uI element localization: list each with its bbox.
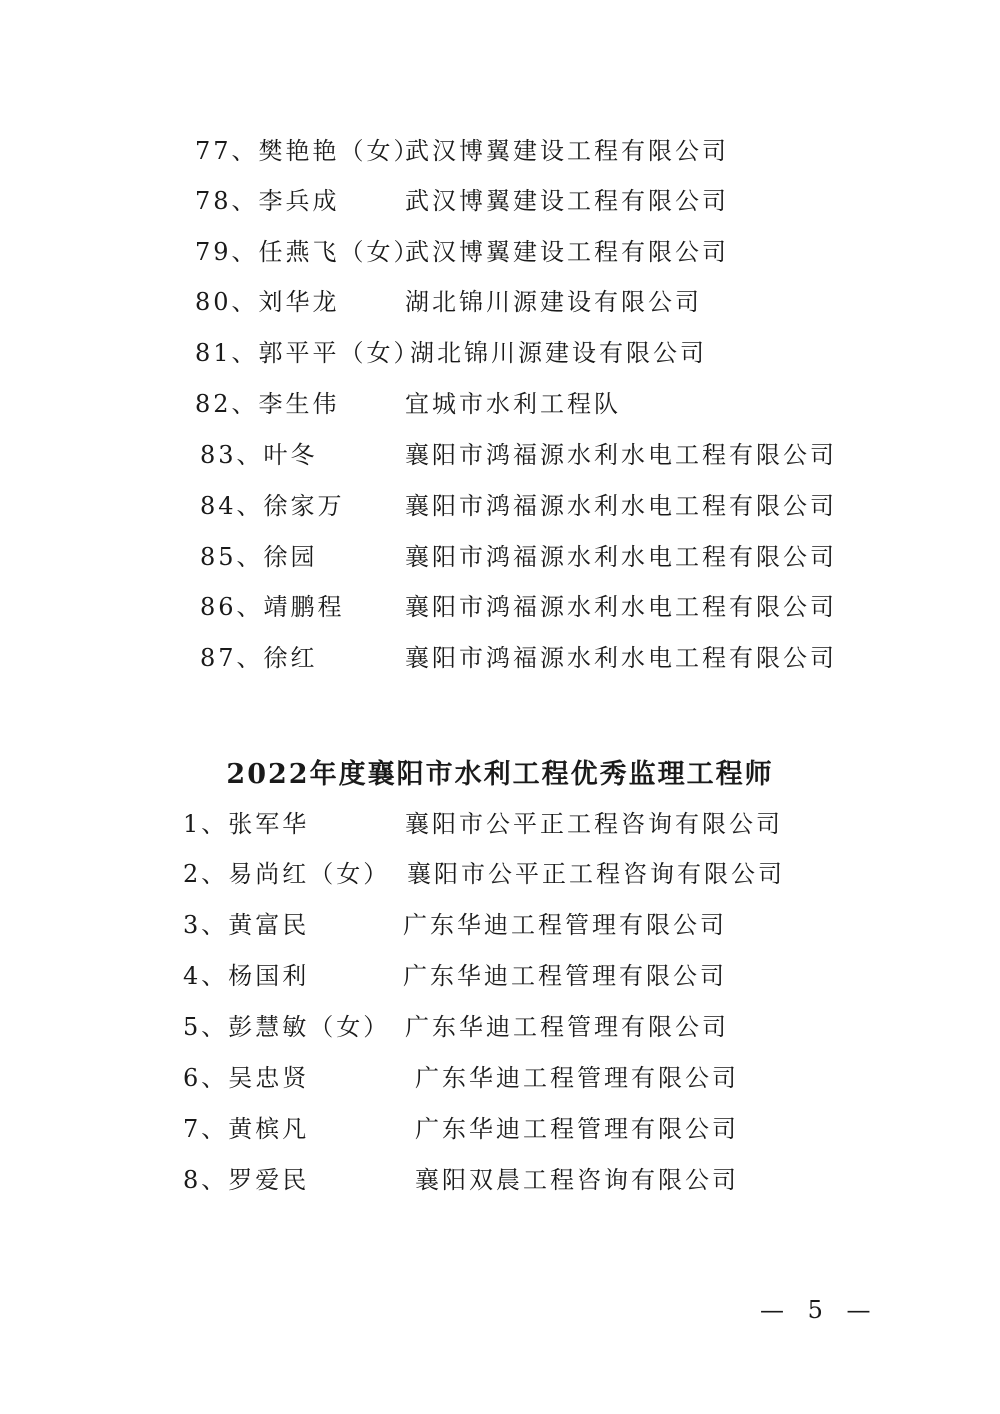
person-name: 79、任燕飞（女） (195, 238, 421, 266)
person-name: 87、徐红 (200, 644, 318, 672)
person-name: 6、吴忠贤 (183, 1064, 310, 1092)
organization: 广东华迪工程管理有限公司 (415, 1064, 739, 1092)
organization: 宜城市水利工程队 (405, 390, 621, 418)
person-name: 82、李生伟 (195, 390, 340, 418)
organization: 湖北锦川源建设有限公司 (405, 288, 702, 316)
person-name: 5、彭慧敏（女） (183, 1013, 391, 1041)
organization: 武汉博翼建设工程有限公司 (405, 238, 729, 266)
organization: 襄阳市鸿福源水利水电工程有限公司 (405, 543, 837, 571)
person-name: 7、黄槟凡 (183, 1115, 310, 1143)
section-title: 2022年度襄阳市水利工程优秀监理工程师 (226, 759, 774, 790)
organization: 广东华迪工程管理有限公司 (415, 1115, 739, 1143)
organization: 武汉博翼建设工程有限公司 (405, 137, 729, 165)
person-name: 3、黄富民 (183, 911, 310, 939)
organization: 襄阳双晨工程咨询有限公司 (415, 1166, 739, 1194)
organization: 湖北锦川源建设有限公司 (410, 339, 707, 367)
person-name: 83、叶冬 (200, 441, 318, 469)
person-name: 81、郭平平（女） (195, 339, 421, 367)
person-name: 2、易尚红（女） (183, 860, 391, 888)
person-name: 1、张军华 (183, 810, 310, 838)
person-name: 80、刘华龙 (195, 288, 340, 316)
organization: 襄阳市鸿福源水利水电工程有限公司 (405, 492, 837, 520)
page-number: — 5 — (760, 1296, 879, 1324)
organization: 襄阳市鸿福源水利水电工程有限公司 (405, 593, 837, 621)
organization: 襄阳市公平正工程咨询有限公司 (405, 810, 783, 838)
organization: 襄阳市鸿福源水利水电工程有限公司 (405, 441, 837, 469)
organization: 武汉博翼建设工程有限公司 (405, 187, 729, 215)
organization: 广东华迪工程管理有限公司 (403, 911, 727, 939)
person-name: 85、徐园 (200, 543, 318, 571)
person-name: 4、杨国利 (183, 962, 310, 990)
organization: 广东华迪工程管理有限公司 (405, 1013, 729, 1041)
person-name: 8、罗爱民 (183, 1166, 310, 1194)
organization: 襄阳市公平正工程咨询有限公司 (407, 860, 785, 888)
person-name: 86、靖鹏程 (200, 593, 345, 621)
person-name: 84、徐家万 (200, 492, 345, 520)
person-name: 77、樊艳艳（女） (195, 137, 421, 165)
organization: 襄阳市鸿福源水利水电工程有限公司 (405, 644, 837, 672)
person-name: 78、李兵成 (195, 187, 340, 215)
organization: 广东华迪工程管理有限公司 (403, 962, 727, 990)
